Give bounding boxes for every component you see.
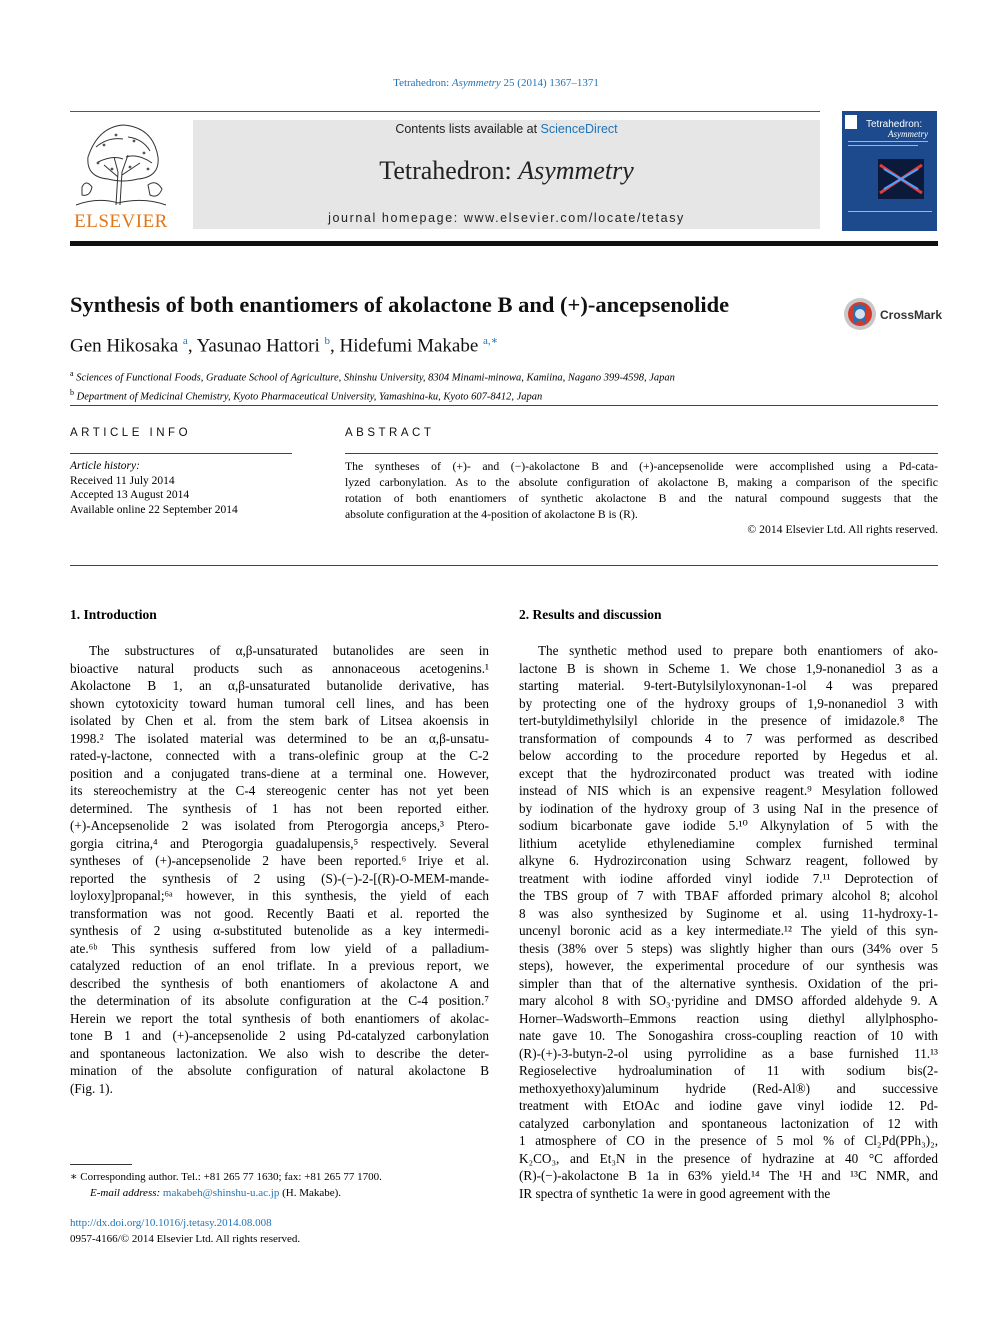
results-body: [519, 642, 938, 1202]
body-line: synthesis of 2 using α-substituted butenolide as a key intermedi-: [70, 923, 489, 938]
section-heading-introduction: 1. Introduction: [70, 607, 157, 622]
body-line: instead of NIS which is an expensive reagent.⁹ Mesylation followed: [519, 783, 938, 798]
crossmark-icon[interactable]: [843, 297, 877, 331]
citation-journal-italic: Asymmetry: [451, 77, 501, 89]
body-line: thesis (38% over 5 steps) was slightly higher than ours (34% over 5: [519, 940, 938, 956]
body-line: described the synthesis of both enantiomers of akolactone A and: [70, 975, 489, 991]
author-list: Gen Hikosaka $^a$, Yasunao Hattori $^b$, Hidefumi Makabe $^{a,∗}$: [70, 335, 499, 357]
body-line: and spontaneous lactonization. We also wish to describe the deter-: [70, 1045, 489, 1061]
author-name[interactable]: Gen Hikosaka: [70, 335, 179, 357]
body-line: The substructures of α,β-unsaturated butanolides are seen in: [89, 643, 489, 658]
body-line: tert-butyldimethylsilyl chloride in the presence of imidazole.⁸ The: [519, 713, 938, 728]
body-line: bioactive natural products such as annonaceous acetogenins.¹: [70, 660, 489, 676]
abstract-line: lyzed carbonylation. As to the absolute configuration of akolactone B, making a comparison of the specific: [345, 476, 938, 489]
author-name[interactable]: Hidefumi Makabe: [339, 335, 479, 357]
introduction-body: [70, 642, 489, 1097]
accepted-date: Accepted 13 August 2014: [70, 489, 190, 501]
abstract-heading: ABSTRACT: [345, 427, 435, 439]
body-line: determined. The synthesis of 1 has not been reported either.: [70, 800, 489, 816]
sciencedirect-link[interactable]: ScienceDirect: [540, 122, 618, 136]
citation-volume: 25 (2014) 1367–1371: [500, 77, 599, 89]
body-line: position and a conjugated trans-diene at a terminal one. However,: [70, 765, 489, 781]
journal-citation[interactable]: [0, 77, 992, 89]
body-line: treatment with iodine afforded vinyl iodide 7.¹¹ Deprotection of: [519, 870, 938, 886]
divider: [70, 565, 938, 566]
author-affiliation-mark[interactable]: a: [182, 335, 188, 347]
received-date: Received 11 July 2014: [70, 474, 175, 487]
body-line: IR spectra of synthetic 1a were in good agreement with the: [519, 1185, 831, 1201]
body-line: 8 was also synthesized by Suginome et al. using 11-hydroxy-1-: [519, 905, 938, 921]
body-line: treatment with EtOAc and iodine gave vinyl iodide 12. Pd-: [519, 1098, 938, 1113]
body-line: transformation of compounds 4 to 7 was performed as described: [519, 730, 938, 746]
article-info-heading: ARTICLE INFO: [70, 427, 192, 439]
abstract-body: [345, 459, 938, 523]
author-affiliation-mark[interactable]: b: [324, 335, 331, 347]
journal-title: [193, 156, 820, 186]
body-line: Akolactone B 1, an α,β-unsaturated butanolide derivative, has: [70, 678, 489, 693]
divider: [70, 405, 938, 406]
body-line: simpler than that of the alternative synthesis. Oxidation of the pri-: [519, 975, 938, 991]
history-label: Article history:: [70, 460, 140, 472]
email-link[interactable]: makabeh@shinshu-u.ac.jp: [162, 1187, 280, 1199]
body-line: by iodination of the hydroxy group of 3 using NaI in the presence of: [519, 800, 938, 816]
body-line: K₂CO₃, and Et₃N in the presence of hydrazine at 40 °C afforded: [519, 1150, 938, 1166]
affiliation-a: $^a$ Sciences of Functional Foods, Graduate School of Agriculture, Shinshu University, 8304 Minami-minowa, Kamiina, Nagano 399-4598, Japan: [70, 369, 675, 384]
crossmark-label[interactable]: CrossMark: [880, 308, 943, 322]
divider: [70, 453, 292, 454]
body-line: The synthetic method used to prepare both enantiomers of ako-: [538, 643, 938, 658]
header-thick-rule: [70, 241, 938, 246]
body-line: Horner–Wadsworth–Emmons reaction using diethyl allylphospho-: [519, 1010, 938, 1026]
body-line: methoxyethoxy)aluminum hydride (Red-Al®) and successive: [519, 1080, 938, 1096]
body-line: mary alcohol 8 with SO₃·pyridine and DMSO afforded aldehyde 9. A: [519, 993, 938, 1008]
corresponding-author: ∗ Corresponding author. Tel.: +81 265 77 1630; fax: +81 265 77 1700.: [70, 1171, 382, 1183]
body-line: gorgia citrina,⁴ and Pterogorgia guadalupensis,⁵ respectively. Several: [70, 835, 489, 851]
body-line: Herein we report the total synthesis of both enantiomers of akolac-: [70, 1010, 489, 1026]
body-line: except that the hydrozirconated product was treated with iodine: [519, 765, 938, 781]
body-line: ate.⁶ᵇ This synthesis suffered from low yield of a palladium-: [70, 940, 489, 956]
online-date: Available online 22 September 2014: [70, 503, 238, 516]
citation-journal: Tetrahedron:: [393, 77, 452, 89]
body-line: the TBS group of 7 with TBAF afforded primary alcohol 8; alcohol: [519, 888, 938, 903]
body-line: (R)-(+)-3-butyn-2-ol using pyrrolidine as a base furnished 11.¹³: [519, 1045, 938, 1061]
journal-homepage[interactable]: journal homepage: www.elsevier.com/locate/tetasy: [328, 211, 685, 225]
divider: [345, 453, 938, 454]
body-line: 1998.² The isolated material was determined to be an α,β-unsatu-: [70, 730, 489, 746]
body-line: alkyne 6. Hydrozirconation using Schwarz reagent, followed by: [519, 853, 938, 868]
footnote-rule: [70, 1164, 132, 1165]
body-line: 1 atmosphere of CO in the presence of 5 mol % of Cl₂Pd(PPh₃)₂,: [519, 1133, 938, 1148]
body-line: catalyzed reduction of an enol triflate. In a previous report, we: [70, 958, 489, 973]
body-line: nate gave 10. The Sonogashira cross-coupling reaction of 10 with: [519, 1028, 938, 1043]
body-line: sodium bicarbonate gave iodide 5.¹⁰ Alkynylation of 5 with the: [519, 818, 938, 833]
body-line: starting material. 9-tert-Butylsilyloxynonan-1-ol 4 was prepared: [519, 678, 938, 693]
body-line: rated-γ-lactone, connected with a trans-olefinic group at the C-2: [70, 748, 489, 763]
cover-subtitle: Asymmetry: [888, 129, 928, 139]
issn-line: 0957-4166/© 2014 Elsevier Ltd. All rights reserved.: [70, 1233, 301, 1245]
journal-header: [193, 120, 820, 229]
abstract-line: rotation of both enantiomers of synthetic akolactone B and the natural compound suggests that the: [345, 492, 938, 505]
body-line: syntheses of (+)-ancepsenolide 2 have been reported.⁶ Iriye et al.: [70, 853, 489, 868]
body-line: mination of the absolute configuration of natural akolactone B: [70, 1063, 489, 1078]
doi-link[interactable]: http://dx.doi.org/10.1016/j.tetasy.2014.08.008: [70, 1217, 272, 1229]
abstract-line: absolute configuration at the 4-position of akolactone B is (R).: [345, 508, 638, 521]
author-name[interactable]: Yasunao Hattori: [196, 335, 320, 357]
cover-logo-icon: [845, 115, 857, 129]
footnote: [70, 1169, 382, 1201]
body-line: the determination of its absolute configuration at the C-4 position.⁷: [70, 993, 489, 1008]
email-suffix: (H. Makabe).: [279, 1187, 342, 1199]
publisher-name[interactable]: ELSEVIER: [74, 211, 168, 232]
body-line: isolated by Chen et al. from the stem bark of Litsea akoensis in: [70, 713, 489, 728]
paper-title: Synthesis of both enantiomers of akolactone B and (+)-ancepsenolide: [70, 292, 730, 317]
affiliations: [70, 367, 675, 404]
header-rule: [70, 111, 820, 112]
article-history: [70, 459, 238, 517]
body-line: reported the synthesis of 2 using (S)-(−)-2-[(R)-O-MEM-mande-: [70, 870, 489, 886]
contents-prefix: Contents lists available at: [395, 122, 541, 136]
doi-block: [70, 1215, 300, 1247]
author-affiliation-mark[interactable]: a,∗: [483, 335, 499, 347]
body-line: transformation was not good. Recently Baati et al. reported the: [70, 905, 489, 921]
cover-title: Tetrahedron:: [866, 119, 923, 130]
email-label: E-mail address:: [90, 1187, 163, 1199]
journal-title-italic: Asymmetry: [518, 156, 634, 185]
body-line: its stereochemistry at the C-4 stereogenic center has not yet been: [70, 783, 489, 798]
abstract-line: The syntheses of (+)- and (−)-akolactone B and (+)-ancepsenolide were accomplished using a Pd-cata-: [345, 460, 938, 473]
cover-graphic-icon: [878, 159, 924, 199]
body-line: by protecting one of the hydroxy groups of 1,9-nonanediol 3 with: [519, 695, 938, 711]
body-line: (R)-(−)-akolactone B 1a in 63% yield.¹⁴ The ¹H and ¹³C NMR, and: [519, 1168, 938, 1183]
journal-title-main: Tetrahedron:: [379, 156, 519, 185]
body-line: lithium acetylide ethylenediamine complex furnished terminal: [519, 835, 938, 851]
body-line: (Fig. 1).: [70, 1080, 113, 1096]
contents-line: [193, 122, 820, 136]
body-line: Regioselective hydroalumination of 11 with sodium bis(2-: [519, 1063, 938, 1078]
abstract-copyright: © 2014 Elsevier Ltd. All rights reserved.: [747, 523, 938, 536]
body-line: catalyzed carbonylation and spontaneous lactonization of 12 with: [519, 1115, 938, 1131]
section-heading-results: 2. Results and discussion: [519, 607, 662, 622]
body-line: uncenyl boronic acid as a key intermediate.¹² The yield of this syn-: [519, 923, 938, 938]
body-line: lactone B is shown in Scheme 1. We chose 1,9-nonanediol 3 as a: [519, 660, 938, 676]
body-line: loyloxy]propanal;⁶ᵃ however, in this synthesis, the yield of each: [70, 888, 489, 903]
body-line: steps), however, the experimental procedure of our synthesis was: [519, 958, 938, 973]
body-line: (+)-Ancepsenolide 2 was isolated from Pterogorgia anceps,³ Ptero-: [70, 818, 489, 833]
journal-cover[interactable]: [842, 111, 937, 231]
affiliation-b: $^b$ Department of Medicinal Chemistry, Kyoto Pharmaceutical University, Yamashina-ku, Kyoto 607-8412, Japan: [70, 387, 543, 402]
body-line: tone B 1 and (+)-ancepsenolide 2 using Pd-catalyzed carbonylation: [70, 1028, 489, 1043]
body-line: below according to the procedure reported by Hegedus et al.: [519, 748, 938, 763]
body-line: shown cytotoxicity toward human tumoral cell lines, and has been: [70, 695, 489, 711]
